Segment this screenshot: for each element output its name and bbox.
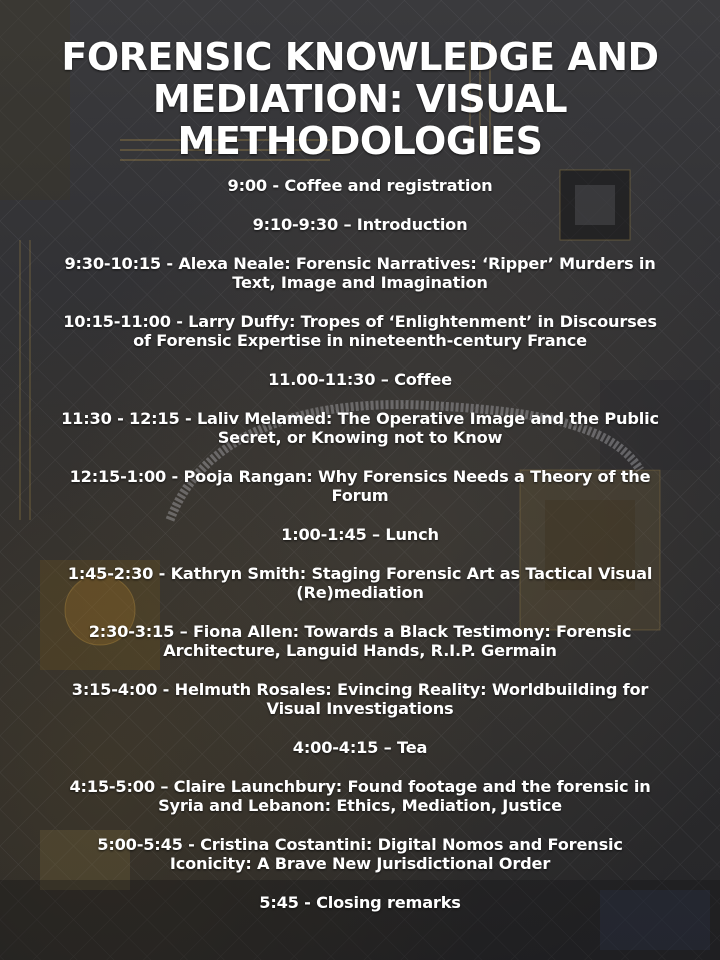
schedule-item <box>34 254 686 292</box>
schedule-item <box>34 176 686 195</box>
schedule-line: 5:45 - Closing remarks <box>259 893 461 912</box>
schedule-item <box>34 738 686 757</box>
schedule-item <box>34 835 686 873</box>
schedule-line: 12:15-1:00 - Pooja Rangan: Why Forensics Needs a Theory of the <box>69 467 651 486</box>
schedule-line: (Re)mediation <box>296 583 424 602</box>
title-line: FORENSIC KNOWLEDGE AND <box>61 35 659 79</box>
schedule-line: 3:15-4:00 - Helmuth Rosales: Evincing Reality: Worldbuilding for <box>71 680 649 699</box>
title-line: MEDIATION: VISUAL <box>152 77 568 121</box>
schedule-item <box>34 893 686 912</box>
schedule-line: Visual Investigations <box>266 699 454 718</box>
schedule-line: 1:00-1:45 – Lunch <box>281 525 439 544</box>
schedule-line: Architecture, Languid Hands, R.I.P. Germain <box>163 641 557 660</box>
poster-title <box>24 36 696 162</box>
schedule-item <box>34 622 686 660</box>
schedule-line: 10:15-11:00 - Larry Duffy: Tropes of ‘Enlightenment’ in Discourses <box>63 312 657 331</box>
schedule-line: 11:30 - 12:15 - Laliv Melamed: The Operative Image and the Public <box>61 409 659 428</box>
schedule-item <box>34 777 686 815</box>
schedule-line: Secret, or Knowing not to Know <box>217 428 503 447</box>
schedule-item <box>34 370 686 389</box>
schedule-line: 1:45-2:30 - Kathryn Smith: Staging Forensic Art as Tactical Visual <box>67 564 653 583</box>
schedule-item <box>34 525 686 544</box>
schedule-item <box>34 467 686 505</box>
schedule-line: 4:00-4:15 – Tea <box>292 738 428 757</box>
schedule-line: 9:00 - Coffee and registration <box>227 176 493 195</box>
schedule-item <box>34 564 686 602</box>
schedule-line: Forum <box>331 486 389 505</box>
schedule-item <box>34 312 686 350</box>
schedule-line: Text, Image and Imagination <box>232 273 488 292</box>
schedule-line: 5:00-5:45 - Cristina Costantini: Digital Nomos and Forensic <box>97 835 623 854</box>
schedule-line: Iconicity: A Brave New Jurisdictional Order <box>169 854 551 873</box>
title-line: METHODOLOGIES <box>177 119 543 163</box>
schedule-list <box>0 176 720 912</box>
schedule-line: of Forensic Expertise in nineteenth-century France <box>133 331 587 350</box>
schedule-item <box>34 215 686 234</box>
schedule-line: 9:10-9:30 – Introduction <box>252 215 468 234</box>
schedule-line: 2:30-3:15 – Fiona Allen: Towards a Black Testimony: Forensic <box>88 622 632 641</box>
schedule-item <box>34 680 686 718</box>
schedule-line: 9:30-10:15 - Alexa Neale: Forensic Narratives: ‘Ripper’ Murders in <box>64 254 656 273</box>
schedule-item <box>34 409 686 447</box>
schedule-line: Syria and Lebanon: Ethics, Mediation, Justice <box>158 796 562 815</box>
schedule-line: 11.00-11:30 – Coffee <box>268 370 452 389</box>
schedule-line: 4:15-5:00 – Claire Launchbury: Found footage and the forensic in <box>69 777 651 796</box>
